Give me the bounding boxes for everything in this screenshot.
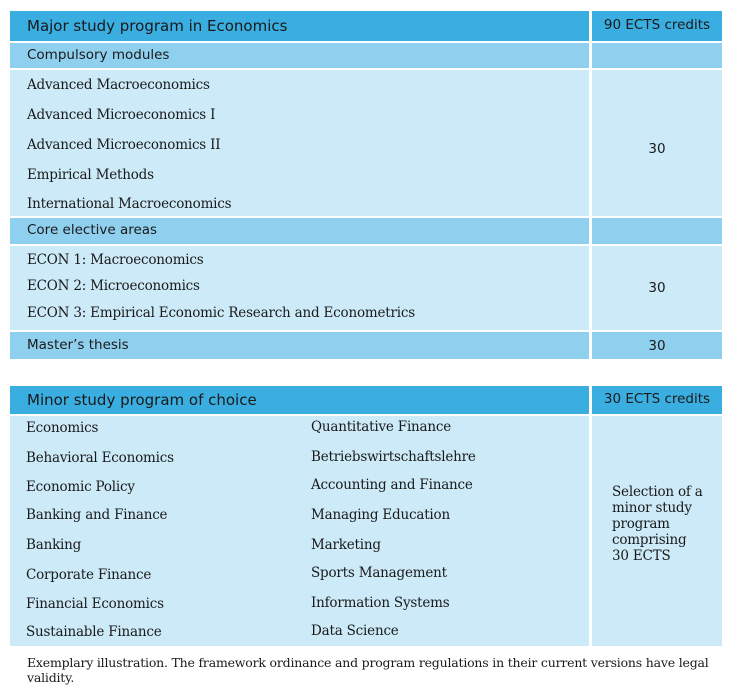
core-elective-credits-header-cell <box>592 218 722 244</box>
minor-program-item: Banking <box>26 537 82 553</box>
compulsory-modules-cell <box>10 70 589 216</box>
minor-program-item: Accounting and Finance <box>311 477 473 493</box>
core-elective-credits: 30 <box>648 280 666 296</box>
module-item: Advanced Microeconomics I <box>27 107 216 123</box>
minor-program-item: Managing Education <box>311 507 450 523</box>
compulsory-credits: 30 <box>648 141 666 157</box>
core-elective-heading <box>10 218 589 244</box>
major-credits-header <box>592 11 722 41</box>
minor-credits-header-text: 30 ECTS credits <box>603 391 711 408</box>
compulsory-heading-text: Compulsory modules <box>27 46 170 63</box>
footnote: Exemplary illustration. The framework ordinance and program regulations in their current versions have legal validity. <box>27 655 709 685</box>
minor-program-item: Data Science <box>311 623 399 639</box>
thesis-credits-cell <box>592 332 722 359</box>
major-title <box>10 11 589 41</box>
module-item: Advanced Microeconomics II <box>27 137 221 153</box>
module-item: Advanced Macroeconomics <box>27 77 210 93</box>
module-item: ECON 2: Microeconomics <box>27 278 200 294</box>
minor-program-item: Behavioral Economics <box>26 450 174 466</box>
core-elective-modules-cell <box>10 246 589 330</box>
module-item: International Macroeconomics <box>27 196 232 212</box>
minor-program-item: Economic Policy <box>26 479 135 495</box>
minor-program-item: Sports Management <box>311 565 447 581</box>
core-elective-heading-text: Core elective areas <box>27 222 158 239</box>
minor-credits-cell <box>592 416 722 646</box>
minor-program-item: Sustainable Finance <box>26 624 162 640</box>
minor-program-item: Betriebswirtschaftslehre <box>311 449 476 465</box>
compulsory-credits-cell <box>592 70 722 216</box>
module-item: ECON 1: Macroeconomics <box>27 252 204 268</box>
module-item: Empirical Methods <box>27 167 154 183</box>
minor-credits-header <box>592 386 722 414</box>
major-credits-header-text: 90 ECTS credits <box>603 17 711 34</box>
compulsory-credits-header-cell <box>592 43 722 68</box>
minor-programs-cell <box>10 416 589 646</box>
minor-program-item: Banking and Finance <box>26 507 168 523</box>
thesis-heading <box>10 332 589 359</box>
thesis-heading-text: Master’s thesis <box>27 336 129 353</box>
compulsory-heading <box>10 43 589 68</box>
module-item: ECON 3: Empirical Economic Research and Econometrics <box>27 305 415 321</box>
major-title-text: Major study program in Economics <box>27 16 288 35</box>
minor-program-item: Information Systems <box>311 595 450 611</box>
minor-program-item: Economics <box>26 420 99 436</box>
minor-program-item: Corporate Finance <box>26 567 152 583</box>
minor-title-text: Minor study program of choice <box>27 390 257 409</box>
core-elective-credits-cell <box>592 246 722 330</box>
minor-program-item: Financial Economics <box>26 596 164 612</box>
minor-program-item: Marketing <box>311 537 381 553</box>
minor-title <box>10 386 589 414</box>
minor-credits-note: Selection of a minor study program comprising 30 ECTS <box>612 484 703 564</box>
minor-program-item: Quantitative Finance <box>311 419 452 435</box>
thesis-credits: 30 <box>648 337 666 354</box>
